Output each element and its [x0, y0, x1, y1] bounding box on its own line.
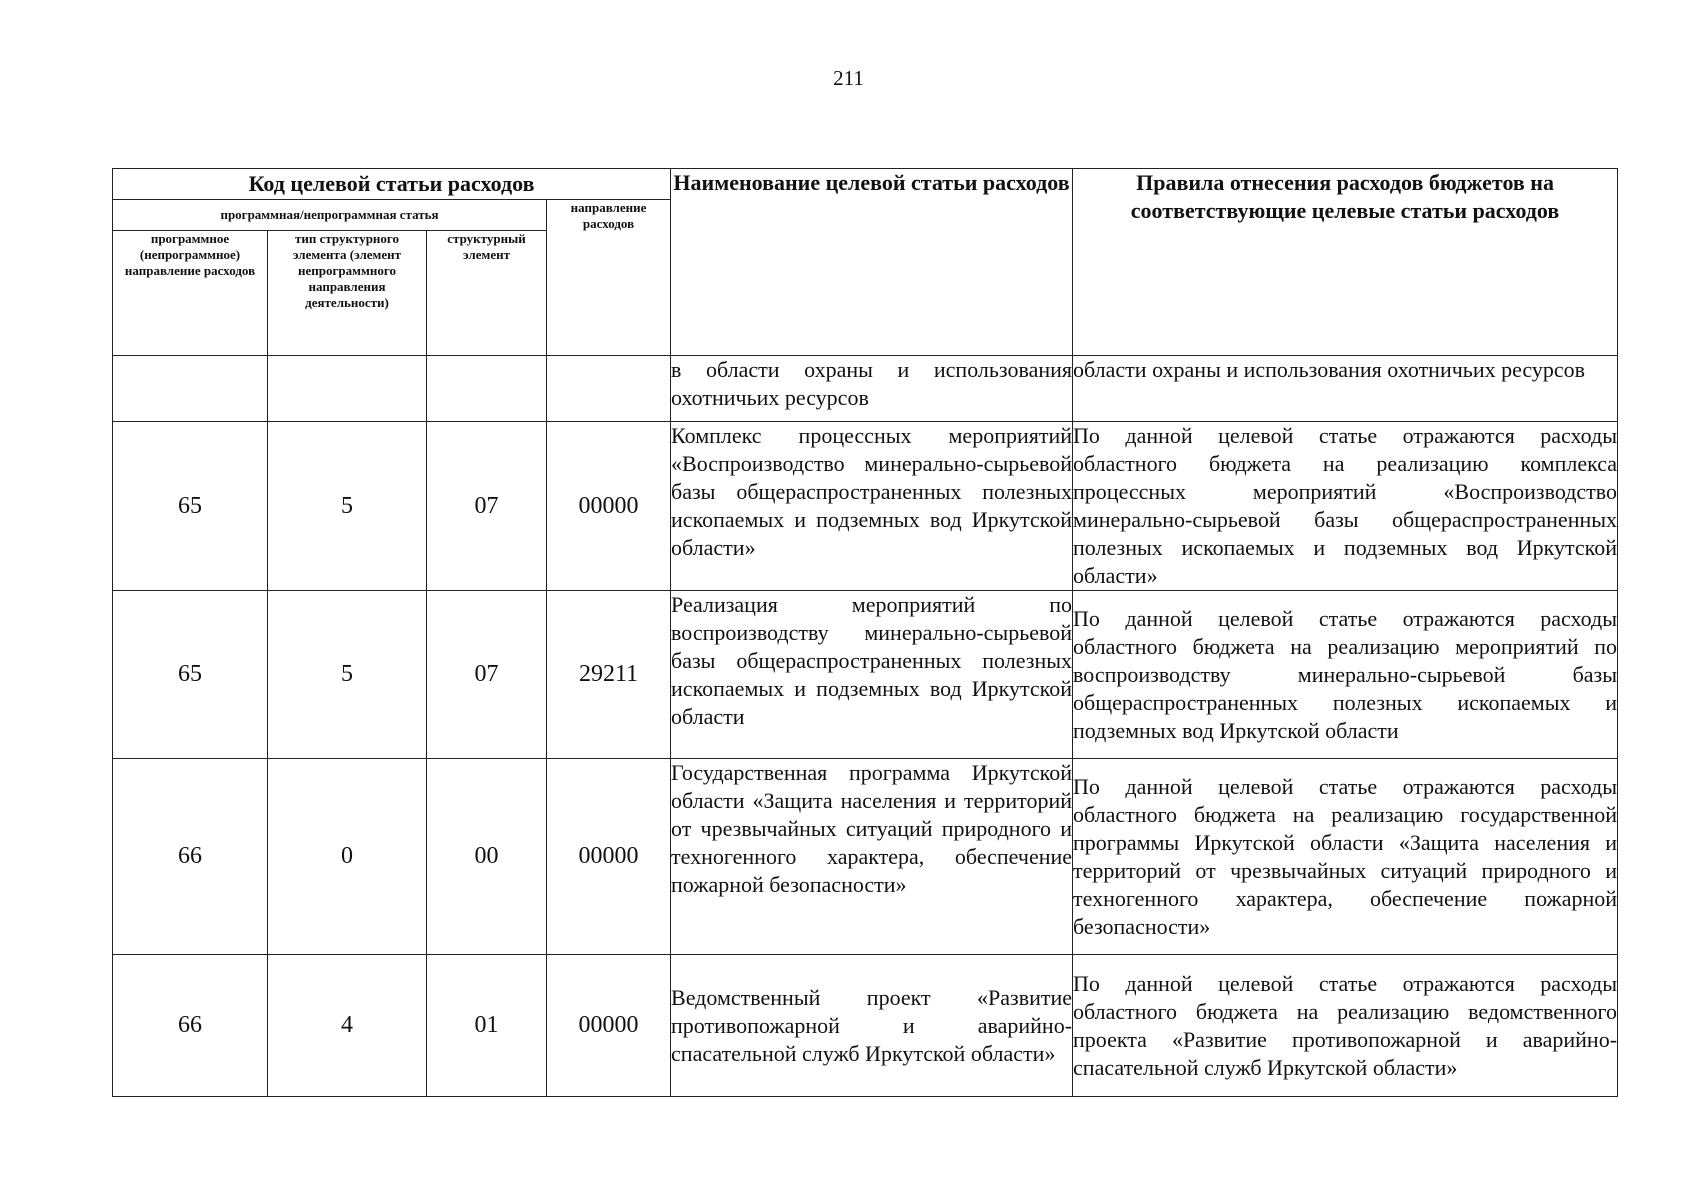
structural-element-code: 07	[427, 591, 547, 759]
article-name: Ведомственный проект «Развитие противопожарной и аварийно-спасательной служб Иркутской области»	[671, 955, 1073, 1097]
header-rules: Правила отнесения расходов бюджетов на соответствующие целевые статьи расходов	[1073, 169, 1618, 356]
article-name: Государственная программа Иркутской области «Защита населения и территорий от чрезвычайных ситуаций природного и техногенного характера, обеспечение пожарной безопасности»	[671, 759, 1073, 955]
structural-element-code: 01	[427, 955, 547, 1097]
element-type-code: 5	[268, 591, 427, 759]
article-name: в области охраны и использования охотничьих ресурсов	[671, 356, 1073, 422]
article-rule: По данной целевой статье отражаются расходы областного бюджета на реализацию комплекса процессных мероприятий «Воспроизводство минерально-сырьевой базы общераспространенных полезных ископаемых и подземных вод Иркутской области»	[1073, 422, 1618, 591]
direction-code: 00000	[547, 955, 671, 1097]
header-code-group: Код целевой статьи расходов	[113, 169, 671, 200]
table-row	[113, 759, 1618, 955]
structural-element-code	[427, 356, 547, 422]
target-articles-table	[112, 168, 1618, 1097]
direction-code: 00000	[547, 422, 671, 591]
structural-element-code: 07	[427, 422, 547, 591]
article-rule: По данной целевой статье отражаются расходы областного бюджета на реализацию государственной программы Иркутской области «Защита населения и территорий от чрезвычайных ситуаций природного и техногенного характера, обеспечение пожарной безопасности»	[1073, 759, 1618, 955]
element-type-code: 4	[268, 955, 427, 1097]
program-code: 66	[113, 955, 268, 1097]
article-name: Комплекс процессных мероприятий «Воспроизводство минерально-сырьевой базы общераспространенных полезных ископаемых и подземных вод Иркутской области»	[671, 422, 1073, 591]
direction-code	[547, 356, 671, 422]
structural-element-code: 00	[427, 759, 547, 955]
direction-code: 29211	[547, 591, 671, 759]
table-row	[113, 591, 1618, 759]
direction-code: 00000	[547, 759, 671, 955]
table-row	[113, 955, 1618, 1097]
header-name: Наименование целевой статьи расходов	[671, 169, 1073, 356]
header-row-1	[113, 169, 1618, 200]
article-name: Реализация мероприятий по воспроизводству минерально-сырьевой базы общераспространенных полезных ископаемых и подземных вод Иркутской области	[671, 591, 1073, 759]
element-type-code: 0	[268, 759, 427, 955]
article-rule: области охраны и использования охотничьих ресурсов	[1073, 356, 1618, 422]
article-rule: По данной целевой статье отражаются расходы областного бюджета на реализацию ведомственного проекта «Развитие противопожарной и аварийно-спасательной служб Иркутской области»	[1073, 955, 1618, 1097]
element-type-code: 5	[268, 422, 427, 591]
program-code: 66	[113, 759, 268, 955]
header-program: программное (непрограммное) направление расходов	[113, 231, 268, 356]
header-direction: направление расходов	[547, 200, 671, 356]
table-row	[113, 356, 1618, 422]
program-code	[113, 356, 268, 422]
program-code: 65	[113, 422, 268, 591]
header-program-group: программная/непрограммная статья	[113, 200, 547, 231]
table-row	[113, 422, 1618, 591]
element-type-code	[268, 356, 427, 422]
header-element-type: тип структурного элемента (элемент непрограммного направления деятельности)	[268, 231, 427, 356]
program-code: 65	[113, 591, 268, 759]
page-number: 211	[833, 66, 864, 90]
header-structural-element: структурный элемент	[427, 231, 547, 356]
article-rule: По данной целевой статье отражаются расходы областного бюджета на реализацию мероприятий по воспроизводству минерально-сырьевой базы общераспространенных полезных ископаемых и подземных вод Иркутской области	[1073, 591, 1618, 759]
